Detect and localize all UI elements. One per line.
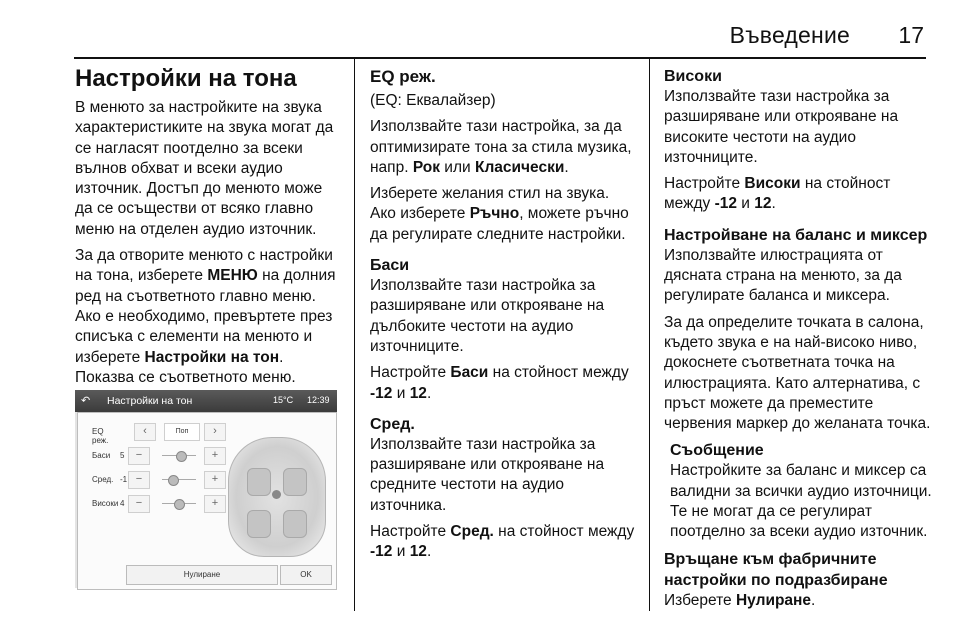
text: Използвайте тази настройка, за да оптимизирате тона за стила музика, напр. [370,118,632,176]
paragraph-mid-use: Използвайте тази настройка за разширяване или открояване на средните честоти на аудио източника. [370,435,605,514]
bold-tone-settings: Настройки на тон [144,348,280,366]
text: . [771,195,776,213]
bold-classical: Класически [474,158,565,176]
paragraph-eq-use [370,117,638,178]
column-2 [370,66,638,569]
section-balance [664,225,932,435]
heading-eq-mode: EQ реж. [370,67,436,86]
bold-max: 12 [754,195,772,213]
text: Настройте [370,523,451,541]
text: Изберете [664,591,736,609]
paragraph-bass-use: Използвайте тази настройка за разширяване или открояване на дълбоките честоти на аудио източниците. [370,277,605,355]
section-reset [664,549,932,611]
bass-minus-button[interactable]: − [128,447,150,465]
seat-rear-right [283,510,307,538]
text: на долния ред на съответното главно меню. Ако е необходимо, превъртете през списъка с елементи на менюто и изберете [75,267,336,366]
column-1 [75,66,343,394]
text: , можете ръчно да регулирате следните настройки. [370,205,629,243]
heading-reset: Връщане към фабричните настройки по подразбиране [664,550,888,589]
screen-top-bar [75,390,337,412]
eq-mode-label: EQ реж. [92,427,109,445]
mid-plus-button[interactable]: + [204,471,226,489]
screen-title: Настройки на тон [107,395,193,407]
paragraph-balance-point: За да определите точката в салона, където звука е на най-високо ниво, докоснете съответната точка на илюстрацията. Като алтернатива, с пръст можете да преместите червения маркер до желаната точка. [664,313,931,433]
text: . [811,591,816,609]
paragraph-bass-range [370,363,638,404]
note-block [670,440,932,542]
heading-note: Съобщение [670,442,764,460]
bass-plus-button[interactable]: + [204,447,226,465]
mid-label: Сред. [92,475,114,484]
page-header [0,0,960,58]
temperature: 15°C [273,395,294,405]
section-heading-tone: Настройки на тона [75,65,297,92]
treble-value: 4 [120,499,125,508]
text: За да отворите менюто с настройки на тона, изберете [75,247,333,285]
text: . [426,384,432,402]
screen-content [77,412,337,590]
paragraph-treble-range [664,174,932,215]
paragraph-reset [664,591,932,611]
mid-slider-knob[interactable] [168,475,179,486]
text: . [564,158,569,176]
header-divider [74,57,926,59]
column-3 [664,66,932,617]
paragraph-note: Настройките за баланс и миксер са валидни за всички аудио източници. Те не могат да се регулират поотделно за всеки аудио източник. [670,462,932,541]
bold-min: -12 [370,543,393,561]
bold-max: 12 [409,543,427,561]
bold-mid: Сред. [450,523,494,541]
bold-reset: Нулиране [735,591,812,609]
text: . [426,543,432,561]
bold-treble: Високи [744,175,801,193]
text: на стойност между [493,523,635,541]
text: на стойност между [664,175,891,213]
chevron-right-icon[interactable]: › [204,423,226,441]
text: и [392,543,410,561]
text: или [440,158,475,176]
treble-label: Високи [92,499,119,508]
ok-button[interactable]: OK [280,565,332,585]
text: и [736,195,755,213]
mid-value: -1 [120,475,128,484]
paragraph-eq-abbr: (EQ: Еквалайзер) [370,92,496,109]
text: и [392,384,410,402]
treble-minus-button[interactable]: − [128,495,150,513]
page-section-title: Въведение [729,22,850,48]
heading-bass: Баси [370,257,410,275]
seat-rear-left [247,510,271,538]
heading-treble: Високи [664,68,722,85]
back-arrow-icon[interactable]: ↶ [81,395,91,407]
text: Настройте [664,175,745,193]
section-mid [370,414,638,563]
heading-mid: Сред. [370,415,415,433]
clock: 12:39 [307,395,330,405]
balance-marker[interactable] [272,490,281,499]
seat-front-left [247,468,271,496]
car-balance-illustration[interactable] [228,437,326,557]
seat-front-right [283,468,307,496]
text: . Показва се съответното меню. [75,348,296,386]
paragraph-balance-use: Използвайте илюстрацията от дясната страна на менюто, за да регулирате баланса и миксера. [664,246,902,305]
eq-mode-value: Поп [164,423,200,441]
bold-menu: МЕНЮ [207,267,258,285]
paragraph-intro: В менюто за настройките на звука характеристиките на звука могат да се нагласят поотделно за всеки вълнов обхват и всеки аудио източник. Достъп до менюто може да се осъществи от всяко главно меню на отделен аудио източник. [75,99,334,238]
paragraph-treble-use: Използвайте тази настройка за разширяване или открояване на високите честоти на аудио източниците. [664,88,899,166]
chevron-left-icon[interactable]: ‹ [134,423,156,441]
tone-settings-screenshot [75,390,337,588]
bold-rock: Рок [412,158,440,176]
bass-value: 5 [120,451,125,460]
section-bass [370,255,638,404]
paragraph-eq-select [370,184,638,245]
page-number: 17 [898,22,924,48]
reset-button[interactable]: Нулиране [126,565,278,585]
paragraph-open-menu [75,246,343,388]
heading-balance: Настройване на баланс и миксер [664,226,928,244]
bold-manual: Ръчно [469,205,520,223]
bold-min: -12 [714,195,737,213]
treble-slider-knob[interactable] [174,499,185,510]
treble-plus-button[interactable]: + [204,495,226,513]
bold-min: -12 [370,384,393,402]
text: Изберете желания стил на звука. Ако изберете [370,185,610,223]
bass-label: Баси [92,451,111,460]
mid-minus-button[interactable]: − [128,471,150,489]
paragraph-mid-range [370,522,638,563]
bold-bass: Баси [450,364,489,382]
column-divider-1 [354,59,355,611]
text: на стойност между [488,364,629,382]
column-divider-2 [649,59,650,611]
bold-max: 12 [409,384,427,402]
bass-slider-knob[interactable] [176,451,187,462]
text: Настройте [370,364,451,382]
